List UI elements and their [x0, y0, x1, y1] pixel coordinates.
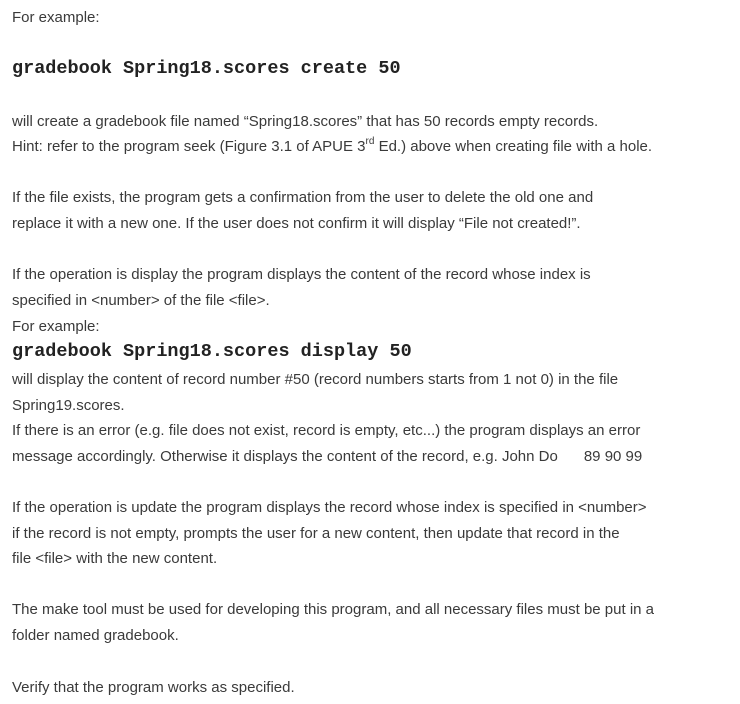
display-paragraph-line-6 — [12, 448, 642, 466]
command-create-example: gradebook Spring18.scores create 50 — [12, 58, 401, 79]
example-label-1: For example: — [12, 9, 100, 26]
update-paragraph-line-2: if the record is not empty, prompts the user for a new content, then update that record in the — [12, 525, 620, 542]
update-paragraph-line-1: If the operation is update the program displays the record whose index is specified in <number> — [12, 499, 647, 516]
hint-text-end: Ed.) above when creating file with a hole. — [374, 138, 653, 155]
make-paragraph-line-2: folder named gradebook. — [12, 627, 179, 644]
example-label-2: For example: — [12, 318, 100, 335]
hint-line — [12, 138, 652, 156]
display-paragraph-line-1: If the operation is display the program displays the content of the record whose index is — [12, 266, 591, 283]
hint-text-start: Hint: refer to the program seek (Figure 3.1 of APUE 3 — [12, 138, 366, 155]
display-paragraph-line-3: will display the content of record number #50 (record numbers starts from 1 not 0) in the file — [12, 371, 619, 388]
display-paragraph-line-2: specified in <number> of the file <file>. — [12, 292, 270, 309]
display-line-6-text: message accordingly. Otherwise it displays the content of the record, e.g. John Do — [12, 448, 558, 465]
exists-paragraph-line-1: If the file exists, the program gets a confirmation from the user to delete the old one and — [12, 189, 594, 206]
create-description: will create a gradebook file named “Spring18.scores” that has 50 records empty records. — [12, 113, 599, 130]
verify-paragraph-line-1: Verify that the program works as specified. — [12, 679, 295, 696]
display-paragraph-line-4: Spring19.scores. — [12, 397, 125, 414]
hint-superscript: rd — [365, 136, 375, 147]
make-paragraph-line-1: The make tool must be used for developing this program, and all necessary files must be put in a — [12, 601, 655, 618]
exists-paragraph-line-2: replace it with a new one. If the user does not confirm it will display “File not created!”. — [12, 215, 581, 232]
command-display-example: gradebook Spring18.scores display 50 — [12, 341, 412, 362]
update-paragraph-line-3: file <file> with the new content. — [12, 550, 218, 567]
display-paragraph-line-5: If there is an error (e.g. file does not exist, record is empty, etc...) the program displays an error — [12, 422, 641, 439]
example-scores: 89 90 99 — [583, 448, 643, 465]
